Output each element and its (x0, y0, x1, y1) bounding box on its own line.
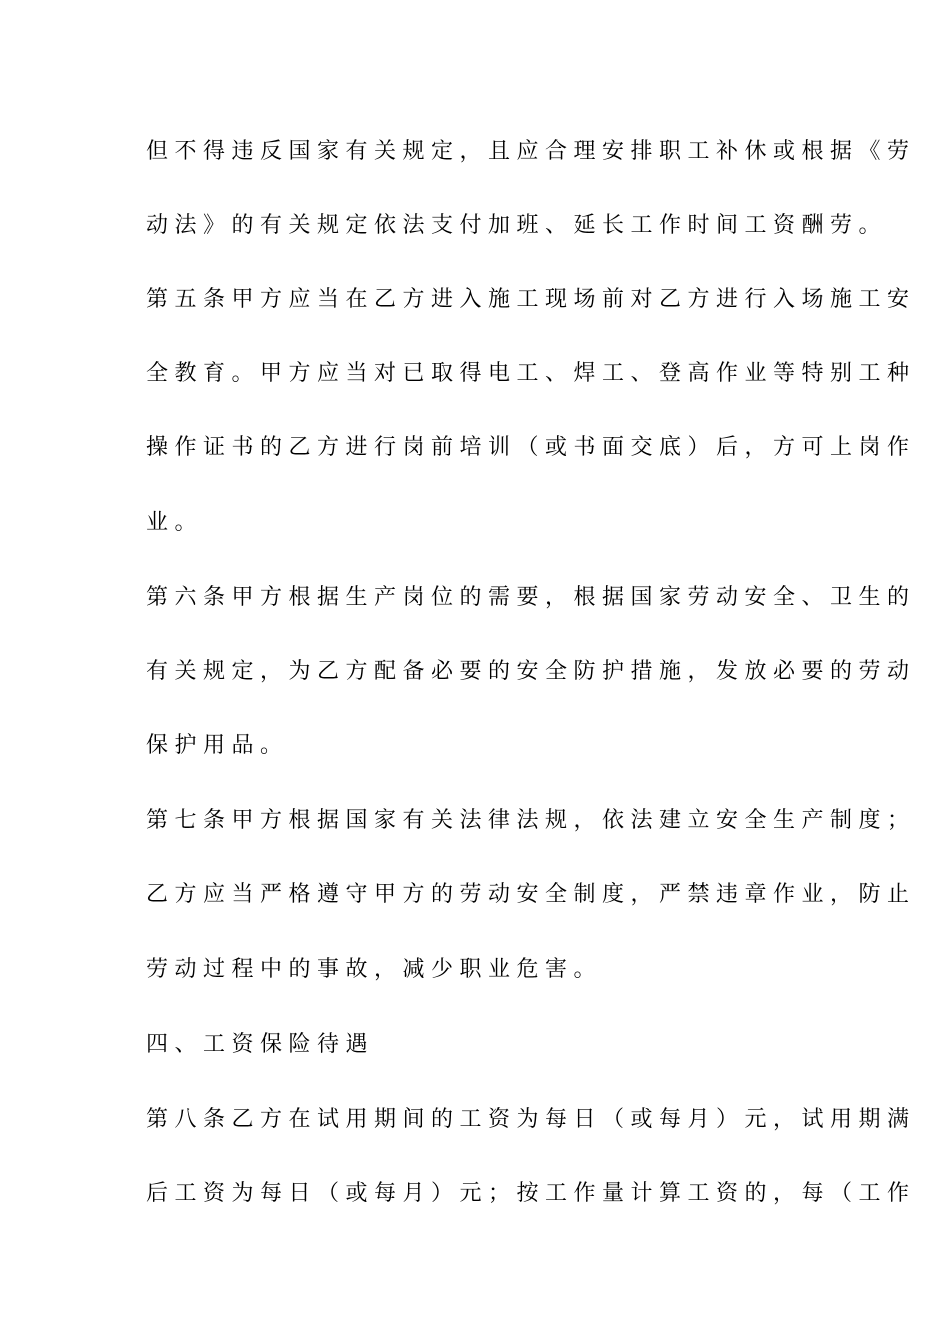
text-line: 第八条乙方在试用期间的工资为每日（或每月）元，试用期满 (146, 1107, 916, 1132)
text-line: 业。 (146, 510, 204, 535)
section-heading: 四、工资保险待遇 (146, 1032, 375, 1057)
text-line: 第六条甲方根据生产岗位的需要，根据国家劳动安全、卫生的 (146, 585, 916, 610)
text-line: 劳动过程中的事故，减少职业危害。 (146, 957, 603, 982)
text-line: 第七条甲方根据国家有关法律法规，依法建立安全生产制度； (146, 808, 916, 833)
text-line: 第五条甲方应当在乙方进入施工现场前对乙方进行入场施工安 (146, 287, 916, 312)
text-line: 乙方应当严格遵守甲方的劳动安全制度，严禁违章作业，防止 (146, 882, 916, 907)
text-line: 动法》的有关规定依法支付加班、延长工作时间工资酬劳。 (146, 213, 888, 238)
text-line: 但不得违反国家有关规定，且应合理安排职工补休或根据《劳 (146, 139, 916, 164)
text-line: 有关规定，为乙方配备必要的安全防护措施，发放必要的劳动 (146, 659, 916, 684)
text-line: 保护用品。 (146, 733, 289, 758)
text-line: 操作证书的乙方进行岗前培训（或书面交底）后，方可上岗作 (146, 435, 916, 460)
text-line: 后工资为每日（或每月）元；按工作量计算工资的，每（工作 (146, 1181, 916, 1206)
text-line: 全教育。甲方应当对已取得电工、焊工、登高作业等特别工种 (146, 361, 916, 386)
